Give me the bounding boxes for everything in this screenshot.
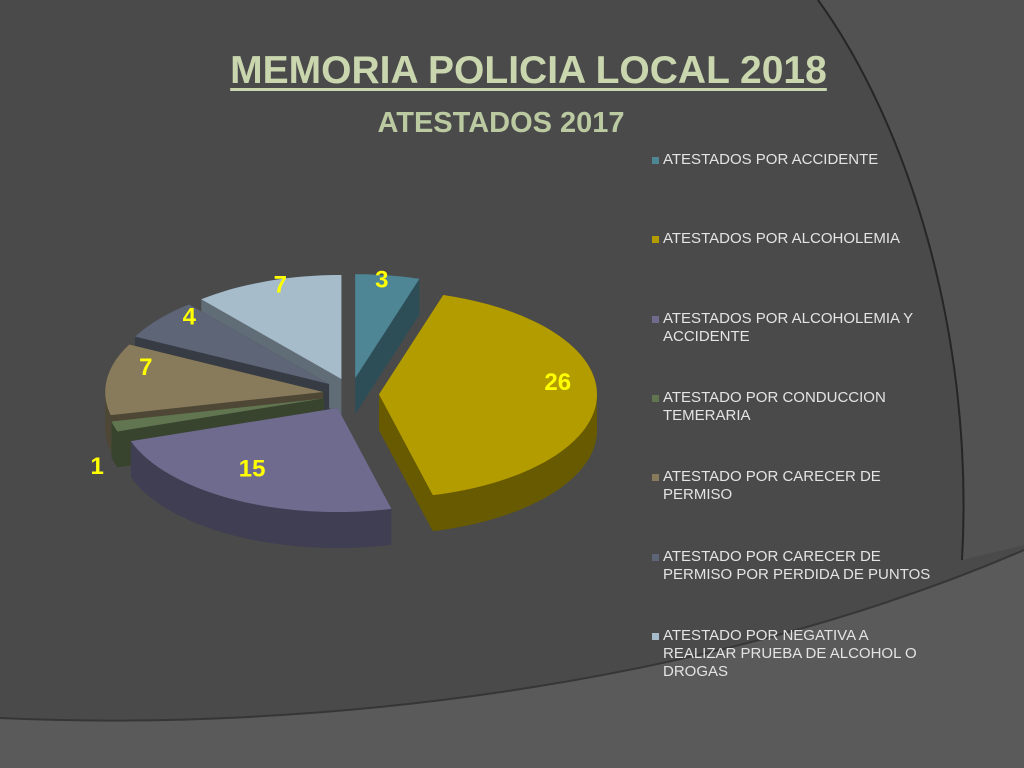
legend-label: ATESTADO POR CARECER DE PERMISO	[663, 468, 881, 504]
data-label-7: 7	[273, 271, 287, 299]
legend-item	[663, 548, 963, 627]
legend-label: ATESTADOS POR ACCIDENTE	[663, 151, 879, 168]
legend-item	[663, 468, 963, 547]
legend-marker	[652, 395, 659, 402]
chart-title: ATESTADOS 2017	[377, 107, 625, 139]
legend-label: ATESTADO POR NEGATIVA A REALIZAR PRUEBA DE ALCOHOL O DROGAS	[663, 626, 917, 680]
legend-item	[663, 151, 963, 230]
chart-legend	[663, 151, 963, 706]
data-label-5: 7	[139, 353, 153, 381]
legend-item	[663, 230, 963, 309]
data-label-1: 3	[375, 266, 389, 294]
legend-marker	[652, 633, 659, 640]
legend-label: ATESTADO POR CONDUCCION TEMERARIA	[663, 388, 886, 424]
legend-label: ATESTADO POR CARECER DE PERMISO POR PERDIDA DE PUNTOS	[663, 547, 931, 583]
data-label-4: 1	[90, 453, 104, 480]
legend-label: ATESTADOS POR ALCOHOLEMIA	[663, 230, 900, 248]
data-label-6: 4	[182, 303, 196, 331]
legend-item	[663, 310, 963, 389]
data-label-2: 26	[544, 369, 572, 396]
legend-marker	[652, 236, 659, 243]
legend-marker	[652, 157, 659, 164]
legend-marker	[652, 474, 659, 481]
slide-title: MEMORIA POLICIA LOCAL 2018	[230, 49, 827, 92]
legend-item	[663, 389, 963, 468]
legend-item	[663, 627, 963, 706]
legend-marker	[652, 554, 659, 561]
data-label-3: 15	[238, 455, 266, 483]
legend-marker	[652, 316, 659, 323]
legend-label: ATESTADOS POR ALCOHOLEMIA Y ACCIDENTE	[663, 309, 913, 345]
